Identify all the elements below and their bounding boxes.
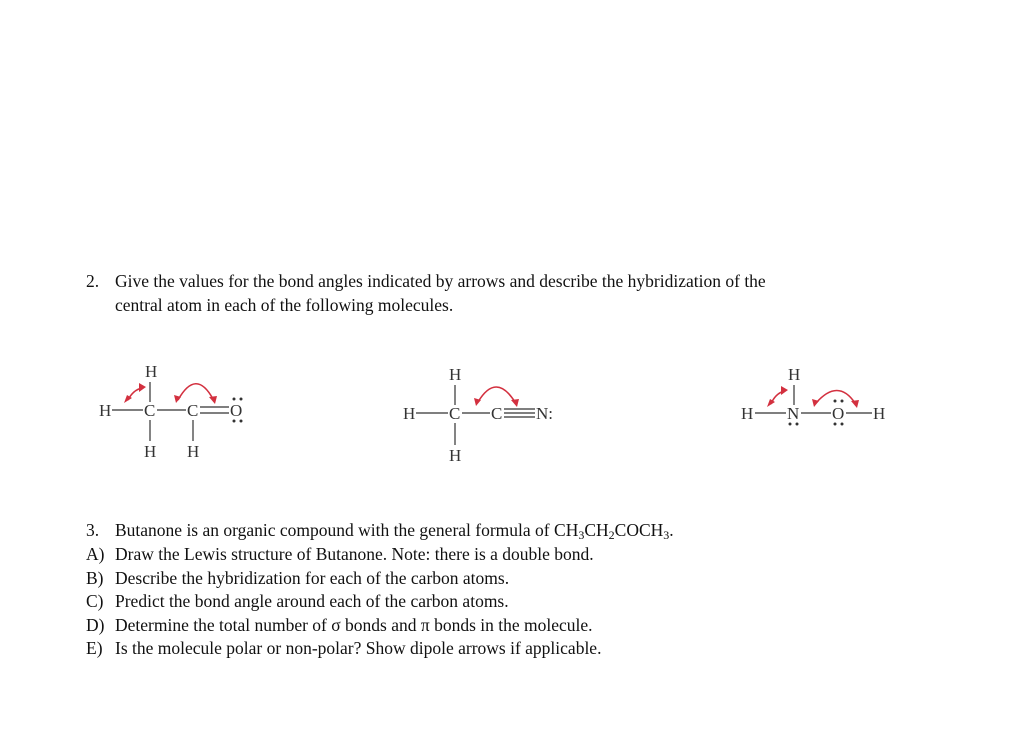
item-text: Determine the total number of σ bonds and π bonds in the molecule.	[115, 615, 593, 635]
atom-h-bottom: H	[449, 446, 462, 465]
atom-h-top: H	[449, 365, 462, 384]
question-3-number: 3.	[86, 520, 100, 540]
atom-n: N:	[536, 404, 553, 423]
atom-h-left: H	[741, 404, 754, 423]
formula-part: CH	[554, 520, 579, 540]
lone-pair-dot	[841, 423, 844, 426]
atom-h-right: H	[873, 404, 886, 423]
atom-n: N	[787, 404, 800, 423]
arrowhead	[781, 386, 788, 395]
question-2-number: 2.	[86, 271, 100, 291]
formula-part: .	[669, 520, 674, 540]
item-letter: D)	[86, 615, 105, 635]
formula-subscript: 3	[578, 528, 585, 542]
item-text: Is the molecule polar or non-polar? Show dipole arrows if applicable.	[115, 638, 602, 658]
item-text: Predict the bond angle around each of the carbon atoms.	[115, 591, 509, 611]
lone-pair-dot	[834, 423, 837, 426]
atom-c-2: C	[187, 401, 199, 420]
item-letter: C)	[86, 591, 104, 611]
question-2-text-line-2: central atom in each of the following molecules.	[115, 295, 454, 315]
formula-subscript: 2	[608, 528, 615, 542]
atom-h-top: H	[788, 365, 801, 384]
atom-h-left: H	[99, 401, 112, 420]
atom-c-1: C	[144, 401, 156, 420]
question-2-text-line-1: Give the values for the bond angles indicated by arrows and describe the hybridization of the	[115, 271, 766, 291]
atom-c-2: C	[491, 404, 503, 423]
atom-c-1: C	[449, 404, 461, 423]
lone-pair-dot	[796, 423, 799, 426]
arrowhead	[851, 400, 859, 408]
atom-h-bottom-2: H	[187, 442, 200, 461]
lone-pair-dot	[841, 400, 844, 403]
lone-pair-dot	[834, 400, 837, 403]
formula-subscript: 3	[663, 528, 670, 542]
atom-h-top: H	[145, 362, 158, 381]
atom-h-left: H	[403, 404, 416, 423]
lone-pair-dot	[789, 423, 792, 426]
item-letter: E)	[86, 638, 103, 658]
formula-part: CH	[584, 520, 609, 540]
atom-o: O	[230, 401, 243, 420]
atom-o: O	[832, 404, 845, 423]
question-3-intro-prefix: Butanone is an organic compound with the general formula of	[115, 520, 555, 540]
atom-h-bottom-1: H	[144, 442, 157, 461]
item-letter: A)	[86, 544, 105, 564]
item-letter: B)	[86, 568, 104, 588]
formula-part: COCH	[614, 520, 664, 540]
item-text: Describe the hybridization for each of the carbon atoms.	[115, 568, 510, 588]
item-text: Draw the Lewis structure of Butanone. Note: there is a double bond.	[115, 544, 594, 564]
arrowhead	[767, 399, 775, 407]
question-3-intro-text	[115, 519, 674, 541]
